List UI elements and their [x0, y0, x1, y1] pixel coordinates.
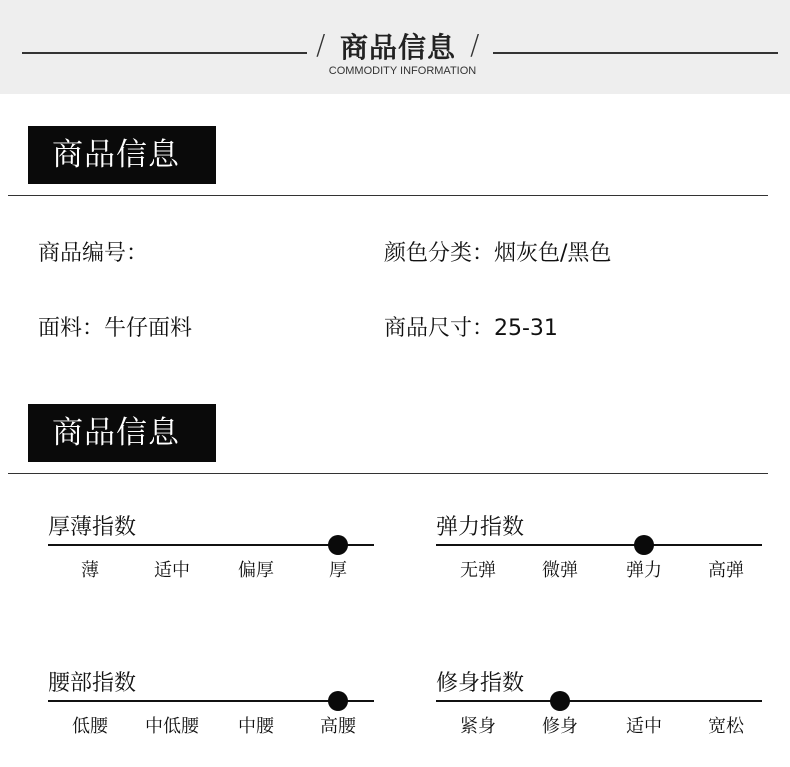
scale-title: 厚薄指数 [48, 515, 137, 540]
header-banner [0, 0, 790, 94]
scale-indicator-dot [328, 691, 348, 711]
scale-option: 薄 [81, 560, 99, 581]
scale-indicator-dot [550, 691, 570, 711]
scale-option: 高腰 [320, 716, 356, 737]
scale-option: 适中 [626, 716, 662, 737]
attr-color: 颜色分类：烟灰色/黑色 [384, 241, 612, 266]
scale-option: 低腰 [72, 716, 108, 737]
scale-track [436, 544, 762, 546]
banner-slash-right: / [470, 28, 480, 61]
section-label-product-info: 商品信息 [28, 126, 216, 184]
scale-indicator-dot [328, 535, 348, 555]
scale-option: 厚 [329, 560, 347, 581]
scale-thickness [48, 510, 378, 590]
scale-fit [436, 666, 766, 746]
banner-rule-right [493, 52, 778, 54]
attr-size: 商品尺寸：25-31 [384, 316, 558, 341]
scale-waist [48, 666, 378, 746]
section-label-product-info-2: 商品信息 [28, 404, 216, 462]
scale-option: 无弹 [460, 560, 496, 581]
scale-option: 中腰 [238, 716, 274, 737]
banner-rule-left [22, 52, 307, 54]
scale-option: 偏厚 [238, 560, 274, 581]
scale-track [48, 544, 374, 546]
scale-title: 弹力指数 [436, 515, 525, 540]
scale-title: 腰部指数 [48, 671, 137, 696]
scale-option: 宽松 [708, 716, 744, 737]
scale-track [48, 700, 374, 702]
scale-title: 修身指数 [436, 671, 525, 696]
scale-track [436, 700, 762, 702]
banner-slash-left: / [316, 28, 326, 61]
scale-elasticity [436, 510, 766, 590]
scale-option: 中低腰 [145, 716, 199, 737]
scale-option: 紧身 [460, 716, 496, 737]
section-divider-2 [8, 473, 768, 474]
attr-fabric: 面料：牛仔面料 [38, 316, 193, 341]
scale-option: 高弹 [708, 560, 744, 581]
banner-subtitle: COMMODITY INFORMATION [328, 65, 477, 77]
scale-option: 弹力 [626, 560, 662, 581]
banner-title: 商品信息 [340, 31, 457, 64]
scale-option: 微弹 [542, 560, 578, 581]
scale-option: 适中 [154, 560, 190, 581]
section-divider [8, 195, 768, 196]
scale-indicator-dot [634, 535, 654, 555]
attr-item-number: 商品编号： [38, 241, 149, 266]
scale-option: 修身 [542, 716, 578, 737]
